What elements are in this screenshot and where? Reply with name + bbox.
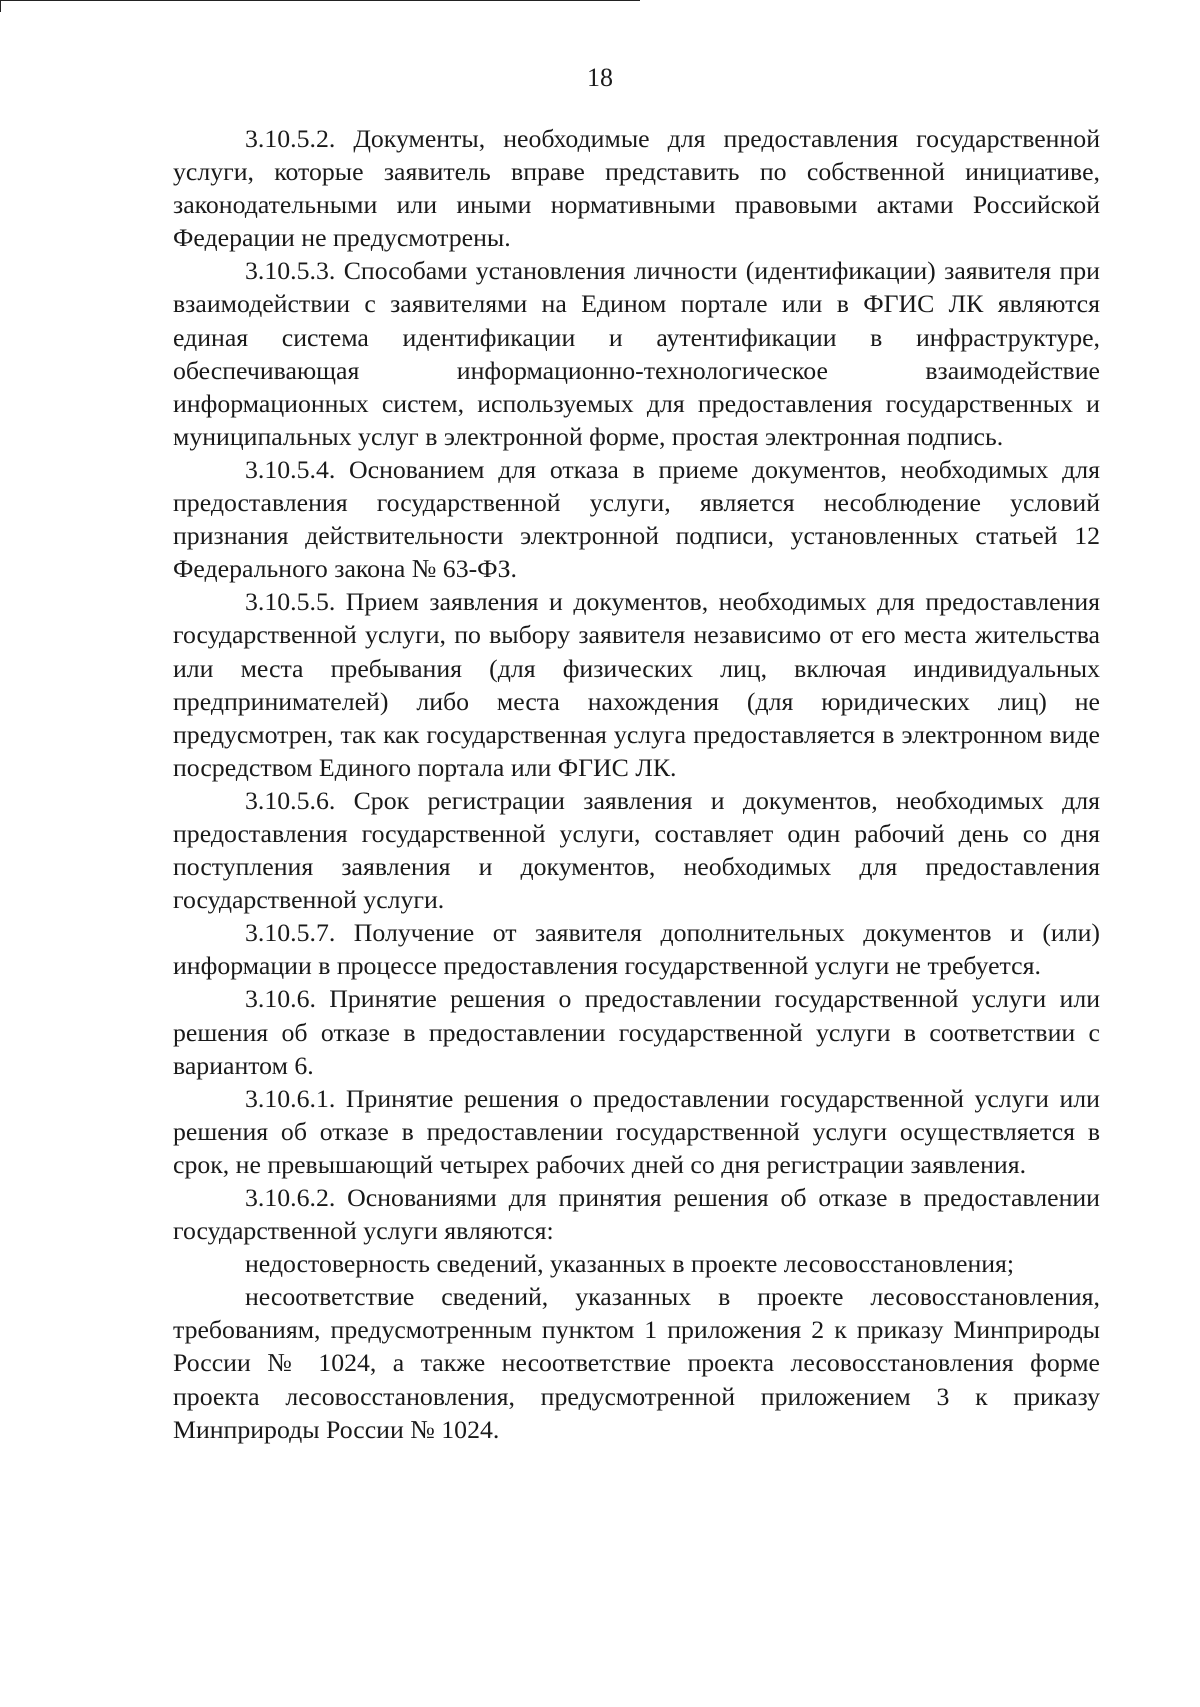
paragraph-3-10-6-2: 3.10.6.2. Основаниями для принятия решения об отказе в предоставлении государственной услуги являются: bbox=[173, 1183, 1100, 1246]
paragraph-3-10-5-3: 3.10.5.3. Способами установления личности (идентификации) заявителя при взаимодействии с заявителями на Едином портале или в ФГИС ЛК являются единая система идентификации и аутентификации в инфраструктуре, обеспечивающая информационно-технологическое взаимодействие информационных систем, используемых для предоставления государственных и муниципальных услуг в электронной форме, простая электронная подпись. bbox=[173, 256, 1100, 451]
paragraph-3-10-6-1: 3.10.6.1. Принятие решения о предоставлении государственной услуги или решения об отказе в предоставлении государственной услуги осуществляется в срок, не превышающий четырех рабочих дней со дня регистрации заявления. bbox=[173, 1083, 1100, 1179]
scan-top-edge bbox=[0, 0, 640, 1]
paragraph-3-10-5-4: 3.10.5.4. Основанием для отказа в приеме документов, необходимых для предоставления государственной услуги, является несоблюдение условий признания действительности электронной подписи, установленных статьей 12 Федерального закона № 63-ФЗ. bbox=[173, 454, 1100, 584]
paragraph-3-10-5-7: 3.10.5.7. Получение от заявителя дополнительных документов и (или) информации в процессе предоставления государственной услуги не требуется. bbox=[173, 918, 1100, 981]
scan-left-edge bbox=[0, 0, 1, 12]
paragraph-refusal-ground-1: недостоверность сведений, указанных в проекте лесовосстановления; bbox=[245, 1249, 1015, 1279]
page-number: 18 bbox=[587, 63, 613, 92]
paragraph-3-10-5-2: 3.10.5.2. Документы, необходимые для предоставления государственной услуги, которые заявитель вправе представить по собственной инициативе, законодательными или иными нормативными правовыми актами Российской Федерации не предусмотрены. bbox=[173, 124, 1100, 253]
paragraph-refusal-ground-2: несоответствие сведений, указанных в проекте лесовосстановления, требованиям, предусмотренным пунктом 1 приложения 2 к приказу Минприроды России № 1024, а также несоответствие проекта лесовосстановления форме проекта лесовосстановления, предусмотренной приложением 3 к приказу Минприроды России № 1024. bbox=[173, 1282, 1100, 1444]
paragraph-3-10-5-5: 3.10.5.5. Прием заявления и документов, необходимых для предоставления государственной услуги, по выбору заявителя независимо от его места жительства или места пребывания (для физических лиц, включая индивидуальных предпринимателей) либо места нахождения (для юридических лиц) не предусмотрен, так как государственная услуга предоставляется в электронном виде посредством Единого портала или ФГИС ЛК. bbox=[173, 587, 1100, 782]
document-body bbox=[173, 122, 1100, 1446]
paragraph-3-10-5-6: 3.10.5.6. Срок регистрации заявления и документов, необходимых для предоставления государственной услуги, составляет один рабочий день со дня поступления заявления и документов, необходимых для предоставления государственной услуги. bbox=[173, 785, 1100, 915]
paragraph-3-10-6: 3.10.6. Принятие решения о предоставлении государственной услуги или решения об отказе в предоставлении государственной услуги в соответствии с вариантом 6. bbox=[173, 984, 1100, 1080]
